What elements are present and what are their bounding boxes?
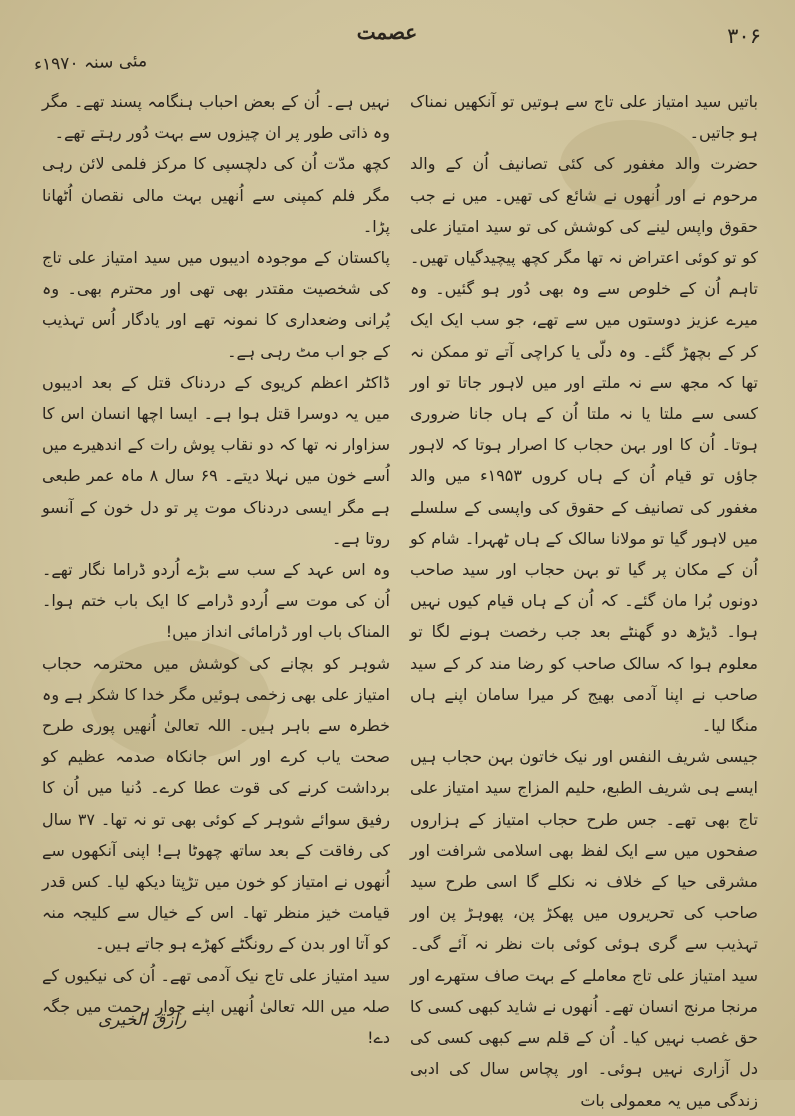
paragraph: نہیں ہے۔ اُن کے بعض احباب ہنگامہ پسند تھے۔ مگر وہ ذاتی طور پر ان چیزوں سے بہت دُور رہتے تھے۔	[42, 92, 390, 143]
page-number: ۳۰۶	[727, 24, 761, 48]
author-signature: رازق الخیری	[98, 1010, 187, 1030]
paragraph: ڈاکٹر اعظم کریوی کے دردناک قتل کے بعد ادیبوں میں یہ دوسرا قتل ہوا ہے۔ ایسا اچھا انسان اس کا سزاوار نہ تھا کہ دو نقاب پوش رات کے اندھیرے میں اُسے خون میں نہلا دیتے۔ ۶۹ سال ۸ ماہ عمر طبعی ہے مگر ایسی دردناک موت پر تو دل خون کے آنسو روتا ہے۔	[42, 372, 391, 548]
paragraph: سید امتیاز علی تاج نیک آدمی تھے۔ اُن کی نیکیوں کے صلہ میں اللہ تعالیٰ اُنھیں اپنے جوارِ رحمت میں جگہ دے!	[42, 965, 390, 1048]
paragraph: باتیں سید امتیاز علی تاج سے ہوتیں تو آنکھیں نمناک ہو جاتیں۔	[410, 92, 758, 143]
paragraph: جیسی شریف النفس اور نیک خاتون بہن حجاب ہیں ایسے ہی شریف الطبع، حلیم المزاج سید امتیاز علی تاج بھی تھے۔ جس طرح حجاب امتیاز کے ہزاروں صفحوں میں سے ایک لفظ بھی اسلامی شرافت اور مشرقی حیا کے خلاف نہ نکلے گا اسی طرح سید صاحب کی تحریروں میں پھکڑ پن، پھوہڑ پن اور تہذیب سے گری ہوئی کوئی بات نظر نہ آئے گی۔ سید امتیاز علی تاج معاملے کے بہت صاف ستھرے اور مرنجا مرنج انسان تھے۔ اُنھوں نے شاید کبھی کسی کا حق غصب نہیں کیا۔ اُن کے قلم سے کبھی کسی کی دل آزاری نہیں ہوئی۔ اور پچاس سال کی ادبی زندگی میں یہ معمولی بات	[410, 747, 758, 1110]
page-header	[0, 14, 795, 75]
paragraph: شوہر کو بچانے کی کوشش میں محترمہ حجاب امتیاز علی بھی زخمی ہوئیں مگر خدا کا شکر ہے وہ خطرہ سے باہر ہیں۔ اللہ تعالیٰ اُنھیں پوری طرح صحت یاب کرے اور اس جانکاہ صدمہ عظیم کو برداشت کرنے کی قوت عطا کرے۔ دُنیا میں اُن کا رفیق سوائے شوہر کے کوئی بھی تو نہ تھا۔ ۳۷ سال کی رفاقت کے بعد ساتھ چھوٹا ہے! اپنی آنکھوں سے اُنھوں نے امتیاز کو خون میں تڑپتا دیکھ لیا۔ کس قدر قیامت خیز منظر تھا۔ اس کے خیال سے کلیجہ منہ کو آتا اور بدن کے رونگٹے کھڑے ہو جاتے ہیں۔	[42, 653, 391, 954]
paragraph: حضرت والد مغفور کی کئی تصانیف اُن کے والد مرحوم نے اور اُنھوں نے شائع کی تھیں۔ میں نے جب حقوق واپس لینے کی کوشش کی تو سید امتیاز علی کو تو کوئی اعتراض نہ تھا مگر کچھ پیچیدگیاں تھیں۔ تاہم اُن کے خلوص سے وہ بھی دُور ہو گئیں۔ وہ میرے عزیز دوستوں میں سے تھے، جو سب ایک ایک کر کے بچھڑ گئے۔ وہ دلّی یا کراچی آتے تو ممکن نہ تھا کہ مجھ سے نہ ملتے اور میں لاہور جاتا تو اور کسی سے ملتا یا نہ ملتا اُن کے ہاں جانا ضروری ہوتا۔ اُن کا اور بہن حجاب کا اصرار ہوتا کہ لاہور جاؤں تو قیام اُن کے ہاں کروں ۱۹۵۳ء میں والد مغفور کی تصانیف کے حقوق کی واپسی کے سلسلے میں لاہور گیا تو مولانا سالک کے ہاں ٹھہرا۔ شام کو اُن کے مکان پر گیا تو بہن حجاب اور سید صاحب دونوں بُرا مان گئے۔ کہ اُن کے ہاں قیام کیوں نہیں ہوا۔ ڈیڑھ دو گھنٹے بعد جب رخصت ہونے لگا تو معلوم ہوا کہ سالک صاحب کو رضا مند کر کے سید صاحب نے اپنا آدمی بھیج کر میرا سامان اپنے ہاں منگا لیا۔	[410, 154, 759, 736]
magazine-title: عصمت	[356, 20, 418, 44]
right-column	[410, 86, 758, 1116]
paragraph: کچھ مدّت اُن کی دلچسپی کا مرکز فلمی لائن رہی مگر فلم کمپنی سے اُنھیں بہت مالی نقصان اُٹھانا پڑا۔	[42, 154, 390, 236]
paragraph: وہ اس عہد کے سب سے بڑے اُردو ڈراما نگار تھے۔ اُن کی موت سے اُردو ڈرامے کا ایک باب ختم ہوا۔ المناک باب اور ڈرامائی انداز میں!	[42, 560, 390, 642]
issue-date: مئی سنہ ۱۹۷۰ء	[33, 51, 148, 75]
left-column	[42, 86, 390, 1053]
paragraph: پاکستان کے موجودہ ادیبوں میں سید امتیاز علی تاج کی شخصیت مقتدر بھی تھی اور محترم بھی۔ وہ پُرانی وضعداری کا نمونہ تھے اور یادگار اُس تہذیب کے جو اب مٹ رہی ہے۔	[42, 248, 390, 361]
